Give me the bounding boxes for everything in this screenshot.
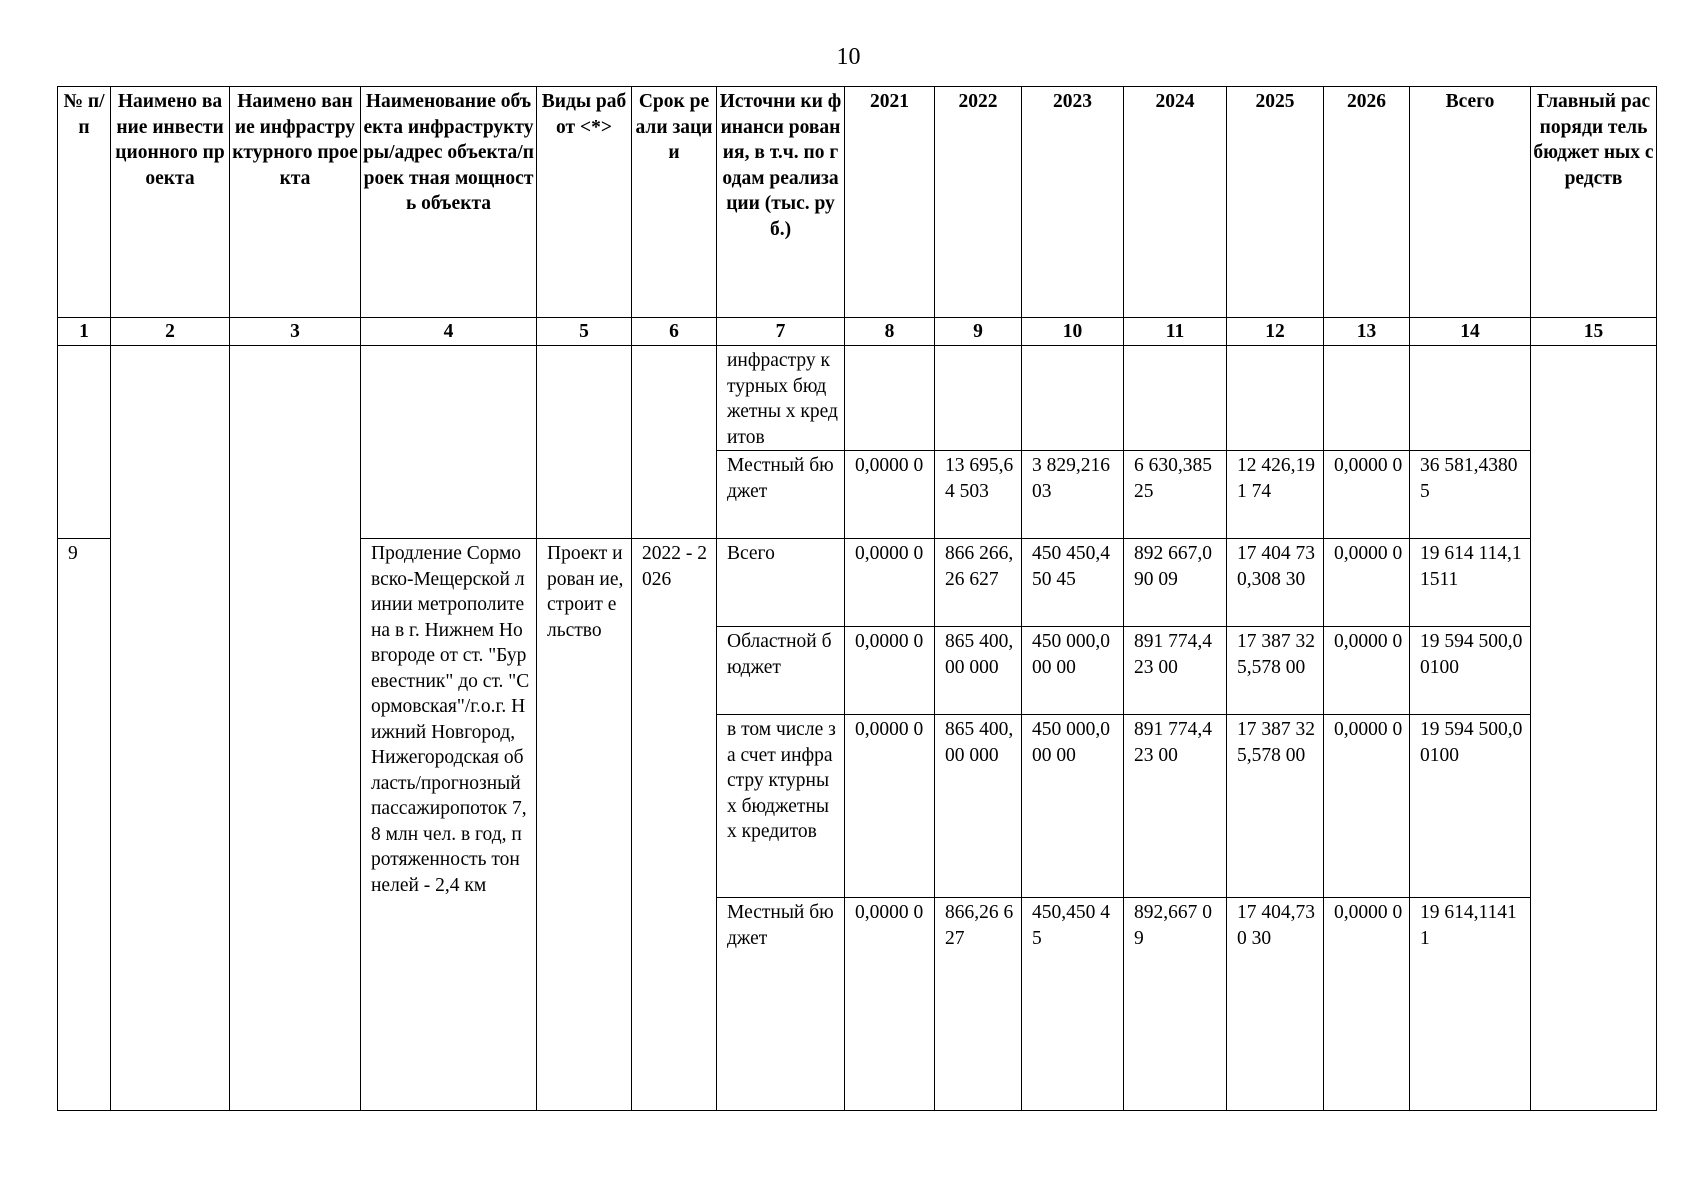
header-budget-manager: Главный распоряди тель бюджет ных средств — [1531, 87, 1657, 318]
value-total: 19 614 114,11511 — [1410, 539, 1531, 627]
source-cell: в том числе за счет инфрастру ктурных бюджетны х кредитов — [717, 715, 845, 898]
value-2023: 450 000,000 00 — [1022, 627, 1124, 715]
empty-cell — [1022, 346, 1124, 451]
header-2025: 2025 — [1227, 87, 1324, 318]
column-number: 11 — [1124, 318, 1227, 346]
empty-cell — [1227, 346, 1324, 451]
header-total: Всего — [1410, 87, 1531, 318]
column-number: 7 — [717, 318, 845, 346]
source-cell: Всего — [717, 539, 845, 627]
value-total: 36 581,43805 — [1410, 451, 1531, 539]
financing-table — [57, 86, 1657, 1111]
column-number: 8 — [845, 318, 935, 346]
value-2023: 450 450,450 45 — [1022, 539, 1124, 627]
value-2021: 0,0000 0 — [845, 539, 935, 627]
header-object: Наименование объекта инфраструкту ры/адрес объекта/проек тная мощность объекта — [361, 87, 537, 318]
column-number: 10 — [1022, 318, 1124, 346]
value-2023: 3 829,216 03 — [1022, 451, 1124, 539]
value-2026: 0,0000 0 — [1324, 898, 1410, 1111]
header-period: Срок реали зации — [632, 87, 717, 318]
value-2026: 0,0000 0 — [1324, 451, 1410, 539]
value-2021: 0,0000 0 — [845, 898, 935, 1111]
value-total: 19 614,11411 — [1410, 898, 1531, 1111]
page-number: 10 — [836, 44, 861, 70]
value-2026: 0,0000 0 — [1324, 715, 1410, 898]
source-cell: Местный бюджет — [717, 451, 845, 539]
empty-cell — [1324, 346, 1410, 451]
column-number: 9 — [935, 318, 1022, 346]
empty-cell — [845, 346, 935, 451]
object-cell: Продление Сормовско-Мещерской линии метрополитена в г. Нижнем Новгороде от ст. "Буревестник" до ст. "Сормовская"/г.о.г. Нижний Новгород, Нижегородская область/прогнозный пассажиропоток 7,8 млн чел. в год, протяженность тоннелей - 2,4 км — [361, 539, 537, 1111]
value-2021: 0,0000 0 — [845, 451, 935, 539]
header-sources: Источни ки финанси рования, в т.ч. по годам реализа ции (тыс. руб.) — [717, 87, 845, 318]
header-2022: 2022 — [935, 87, 1022, 318]
column-number-row — [58, 318, 1657, 346]
column-number: 5 — [537, 318, 632, 346]
empty-cell — [1124, 346, 1227, 451]
column-number: 1 — [58, 318, 111, 346]
value-total: 19 594 500,00100 — [1410, 627, 1531, 715]
column-number: 15 — [1531, 318, 1657, 346]
value-total: 19 594 500,00100 — [1410, 715, 1531, 898]
column-number: 3 — [230, 318, 361, 346]
header-works: Виды работ <*> — [537, 87, 632, 318]
header-2026: 2026 — [1324, 87, 1410, 318]
value-2022: 13 695,64 503 — [935, 451, 1022, 539]
column-number: 12 — [1227, 318, 1324, 346]
value-2025: 17 387 325,578 00 — [1227, 715, 1324, 898]
source-cell: Областной бюджет — [717, 627, 845, 715]
column-number: 13 — [1324, 318, 1410, 346]
empty-cell — [58, 346, 111, 539]
empty-cell — [537, 346, 632, 539]
header-row — [58, 87, 1657, 318]
table-row — [58, 346, 1657, 451]
header-2023: 2023 — [1022, 87, 1124, 318]
value-2022: 865 400,00 000 — [935, 627, 1022, 715]
value-2025: 17 404,730 30 — [1227, 898, 1324, 1111]
value-2022: 866,26 627 — [935, 898, 1022, 1111]
source-cell: инфрастру ктурных бюджетны х кредитов — [717, 346, 845, 451]
value-2026: 0,0000 0 — [1324, 539, 1410, 627]
column-number: 2 — [111, 318, 230, 346]
period-cell: 2022 - 2026 — [632, 539, 717, 1111]
value-2024: 891 774,423 00 — [1124, 715, 1227, 898]
empty-cell — [1410, 346, 1531, 451]
value-2024: 891 774,423 00 — [1124, 627, 1227, 715]
column-number: 4 — [361, 318, 537, 346]
value-2021: 0,0000 0 — [845, 627, 935, 715]
item-number: 9 — [58, 539, 111, 1111]
column-number: 6 — [632, 318, 717, 346]
source-cell: Местный бюджет — [717, 898, 845, 1111]
header-2024: 2024 — [1124, 87, 1227, 318]
value-2021: 0,0000 0 — [845, 715, 935, 898]
header-2021: 2021 — [845, 87, 935, 318]
header-investment-project: Наимено вание инвести ционного проекта — [111, 87, 230, 318]
works-cell: Проект ирован ие, строит ельство — [537, 539, 632, 1111]
empty-cell — [632, 346, 717, 539]
value-2025: 17 404 730,308 30 — [1227, 539, 1324, 627]
empty-cell — [935, 346, 1022, 451]
value-2024: 892,667 09 — [1124, 898, 1227, 1111]
value-2023: 450,450 45 — [1022, 898, 1124, 1111]
value-2025: 12 426,191 74 — [1227, 451, 1324, 539]
header-infrastructure-project: Наимено вание инфрастру ктурного проекта — [230, 87, 361, 318]
value-2024: 892 667,090 09 — [1124, 539, 1227, 627]
value-2022: 865 400,00 000 — [935, 715, 1022, 898]
empty-cell — [361, 346, 537, 539]
header-num: № п/п — [58, 87, 111, 318]
investment-project-cell — [111, 346, 230, 1111]
value-2025: 17 387 325,578 00 — [1227, 627, 1324, 715]
value-2026: 0,0000 0 — [1324, 627, 1410, 715]
budget-manager-cell — [1531, 346, 1657, 1111]
value-2024: 6 630,385 25 — [1124, 451, 1227, 539]
value-2022: 866 266,26 627 — [935, 539, 1022, 627]
value-2023: 450 000,000 00 — [1022, 715, 1124, 898]
column-number: 14 — [1410, 318, 1531, 346]
infrastructure-project-cell — [230, 346, 361, 1111]
